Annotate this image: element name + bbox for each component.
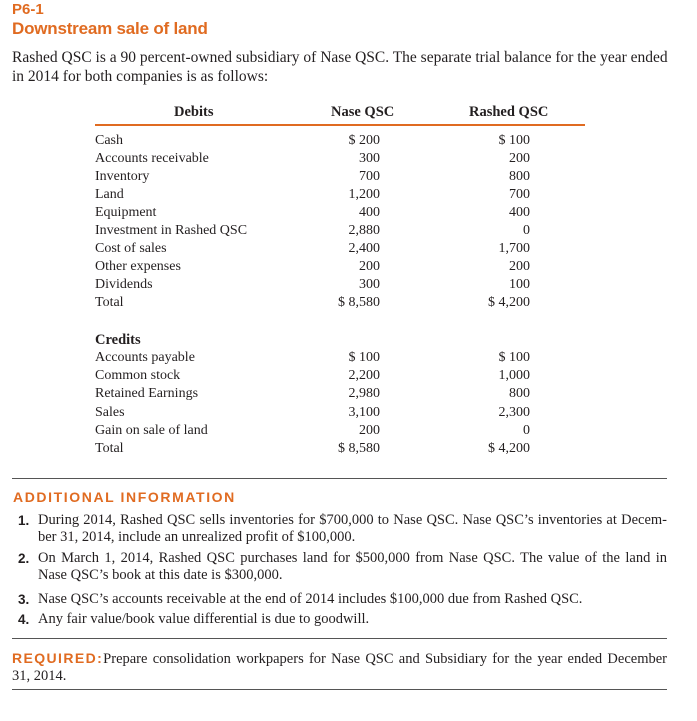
nase-value: 2,880 [348,223,380,238]
table-row [95,386,585,404]
info-item-number: 3. [18,592,30,607]
info-item-text: Nase QSC’s accounts receivable at the end of 2014 includes $100,000 due from Rashed QSC. [38,591,583,607]
nase-value: 2,200 [348,368,380,383]
row-label: Equipment [95,205,157,220]
table-row [95,205,585,223]
table-row [95,223,585,241]
header-rashed: Rashed QSC [469,104,549,120]
section-divider [12,638,667,639]
rashed-value: 800 [509,169,530,184]
rashed-value: $ 100 [498,350,530,365]
required-paragraph [12,650,667,685]
rashed-value: $ 4,200 [488,441,530,456]
table-row-total [95,295,585,313]
nase-value: 300 [359,151,380,166]
table-row [95,169,585,187]
table-row [95,423,585,441]
rashed-value: 0 [523,423,530,438]
rashed-value: 1,700 [498,241,530,256]
table-row [95,259,585,277]
rashed-value: 2,300 [498,405,530,420]
rashed-value: 200 [509,151,530,166]
problem-title: Downstream sale of land [12,19,208,38]
nase-value: 3,100 [348,405,380,420]
row-label: Investment in Rashed QSC [95,223,248,238]
row-label: Sales [95,405,125,420]
rashed-value: 0 [523,223,530,238]
nase-value: 1,200 [348,187,380,202]
nase-value: $ 200 [348,133,380,148]
header-nase: Nase QSC [331,104,395,120]
row-label: Other expenses [95,259,181,274]
info-item-number: 4. [18,612,30,627]
row-label: Accounts payable [95,350,195,365]
info-item-text: Any fair value/book value differential is due to goodwill. [38,611,370,627]
required-label: REQUIRED: [12,650,104,666]
row-label: Accounts receivable [95,151,209,166]
table-row [95,151,585,169]
nase-value: 400 [359,205,380,220]
header-rule [95,124,585,126]
row-label: Cost of sales [95,241,167,256]
rashed-value: 800 [509,386,530,401]
info-item-number: 1. [18,513,30,528]
table-row [95,405,585,423]
rashed-value: 400 [509,205,530,220]
nase-value: 200 [359,259,380,274]
rashed-value: $ 4,200 [488,295,530,310]
nase-value: $ 100 [348,350,380,365]
table-row [95,277,585,295]
nase-value: 2,980 [348,386,380,401]
section-divider [12,689,667,690]
table-row [95,368,585,386]
info-item-text: During 2014, Rashed QSC sells inventories for $700,000 to Nase QSC. Nase QSC’s inventories at Decem-ber 31, 2014, include an unrealized profit of $100,000. [38,512,667,545]
row-label: Total [95,441,124,456]
rashed-value: 1,000 [498,368,530,383]
required-text: Prepare consolidation workpapers for Nase QSC and Subsidiary for the year ended December 31, 2014. [12,651,667,684]
table-row [95,133,585,151]
row-label: Retained Earnings [95,386,199,401]
row-label: Dividends [95,277,153,292]
nase-value: 2,400 [348,241,380,256]
table-row-total [95,441,585,459]
rashed-value: 700 [509,187,530,202]
row-label: Total [95,295,124,310]
header-debits: Debits [174,104,214,120]
intro-paragraph: Rashed QSC is a 90 percent-owned subsidiary of Nase QSC. The separate trial balance for the year ended in 2014 for both companies is as follows: [12,49,668,85]
problem-number: P6-1 [12,1,44,18]
row-label: Cash [95,133,123,148]
row-label: Land [95,187,124,202]
additional-info-heading: ADDITIONAL INFORMATION [13,489,236,505]
nase-value: 200 [359,423,380,438]
rashed-value: 100 [509,277,530,292]
info-item-number: 2. [18,551,30,566]
rashed-value: $ 100 [498,133,530,148]
table-row [95,241,585,259]
rashed-value: 200 [509,259,530,274]
row-label: Gain on sale of land [95,423,208,438]
nase-value: 300 [359,277,380,292]
section-divider [12,478,667,479]
nase-value: $ 8,580 [338,441,380,456]
table-row [95,350,585,368]
row-label: Inventory [95,169,150,184]
info-item-text: On March 1, 2014, Rashed QSC purchases land for $500,000 from Nase QSC. The value of the land in Nase QSC’s book at this date is $300,000. [38,550,667,583]
row-label: Common stock [95,368,181,383]
nase-value: 700 [359,169,380,184]
credits-heading: Credits [95,332,141,348]
table-row [95,187,585,205]
nase-value: $ 8,580 [338,295,380,310]
